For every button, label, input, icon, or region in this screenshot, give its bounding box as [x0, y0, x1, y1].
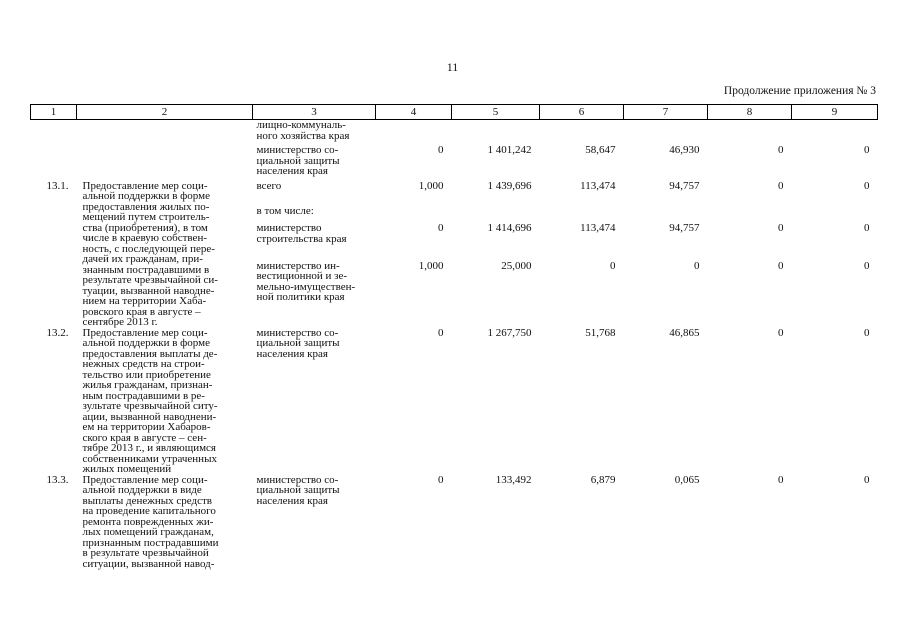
value-cell: 1 401,242	[487, 144, 532, 156]
value-cell: 25,000	[501, 259, 532, 272]
value-cell: 133,492	[495, 473, 532, 486]
value-cell: 0	[778, 259, 784, 272]
value-cell: 0	[694, 259, 700, 272]
value-cell: 0	[778, 473, 784, 486]
header-row	[31, 105, 878, 120]
value-cell: 0	[864, 326, 870, 339]
value-cell: 0	[778, 179, 784, 192]
executor: министерство со- циальной защиты населения края	[256, 144, 340, 177]
row-number	[31, 120, 77, 181]
value-cell: 58,647	[585, 144, 616, 156]
column-header: 7	[624, 105, 708, 120]
column-header: 4	[376, 105, 452, 120]
value-cell: 46,865	[669, 326, 700, 339]
value-cell: 0	[864, 179, 870, 192]
column-header: 2	[77, 105, 253, 120]
value-cell: 1 414,696	[487, 222, 532, 235]
value-cell: 1,000	[418, 179, 444, 192]
value-cell: 51,768	[585, 326, 616, 339]
row-number: 13.3.	[46, 473, 69, 486]
value-cell	[792, 206, 878, 223]
value-cell	[708, 120, 792, 146]
executor: министерство строительства края	[256, 222, 347, 245]
measure-description: Предоставление мер соци- альной поддержки в виде выплаты денежных средств на проведение капитального ремонта поврежденных жи- лых помещений гражданам, признанным пострадавшими в результате чрезвычайной ситуации, вызванной навод-	[82, 473, 219, 570]
page-number: 11	[446, 60, 459, 74]
value-cell: 0	[610, 259, 616, 272]
executor: всего	[256, 179, 282, 192]
column-header: 1	[31, 105, 77, 120]
executor: министерство ин- вестиционной и зе- мельно-имуществен- ной политики края	[256, 259, 356, 304]
continuation-label: Продолжение приложения № 3	[723, 85, 876, 97]
value-cell: 1 439,696	[487, 179, 532, 192]
column-header: 8	[708, 105, 792, 120]
value-cell: 1,000	[418, 259, 444, 272]
column-header: 5	[452, 105, 540, 120]
value-cell: 0	[778, 222, 784, 235]
value-cell: 0	[438, 473, 444, 486]
value-cell: 0	[438, 144, 444, 156]
value-cell	[540, 206, 624, 223]
value-cell: 94,757	[669, 179, 700, 192]
value-cell	[452, 206, 540, 223]
value-cell	[792, 120, 878, 146]
executor: лищно-коммуналь- ного хозяйства края	[256, 119, 350, 142]
measure-description	[77, 120, 253, 181]
value-cell: 113,474	[580, 179, 616, 192]
table-row	[31, 328, 878, 475]
value-cell	[624, 120, 708, 146]
value-cell	[452, 120, 540, 146]
executor: министерство со- циальной защиты населения края	[256, 326, 340, 360]
value-cell	[376, 206, 452, 223]
value-cell: 0	[864, 473, 870, 486]
measure-description: Предоставление мер соци- альной поддержки в форме предоставления выплаты де- нежных средств на строи- тельство или приобретение жилья гражданам, признан- ным пострадавшими в ре- зультате чрезвычайной ситу- ации, вызванной наводнени- ем на территории Хабаров- ского края в августе – сен- тябре 2013 г., и являющимся собственниками утраченных жилых помещений	[82, 326, 218, 475]
value-cell: 46,930	[669, 144, 700, 156]
row-number: 13.2.	[46, 326, 69, 339]
value-cell: 0	[864, 222, 870, 235]
value-cell	[708, 206, 792, 223]
row-number: 13.1.	[46, 179, 69, 192]
table-row	[31, 181, 878, 207]
value-cell: 0	[864, 144, 870, 156]
executor: в том числе:	[256, 205, 314, 218]
value-cell	[624, 206, 708, 223]
table-row	[31, 120, 878, 146]
executor: министерство со- циальной защиты населения края	[256, 473, 340, 507]
value-cell	[376, 120, 452, 146]
value-cell: 1 267,750	[487, 326, 532, 339]
value-cell: 0	[864, 259, 870, 272]
data-table	[30, 104, 878, 569]
value-cell: 0	[778, 144, 784, 156]
measure-description: Предоставление мер соци- альной поддержки в форме предоставления жилых по- мещений путем строитель- ства (приобретения), в том числе в краевую собствен- ность, с последующей пере- дачей их гражданам, при- знанным пострадавшими в результате чрезвычайной си- туации, вызванной наводне- нием на территории Хаба- ровского края в августе – сентябре 2013 г.	[82, 179, 218, 328]
value-cell: 0	[438, 222, 444, 235]
value-cell: 113,474	[580, 222, 616, 235]
value-cell	[540, 120, 624, 146]
column-header: 9	[792, 105, 878, 120]
value-cell: 0	[778, 326, 784, 339]
table-row	[31, 475, 878, 570]
value-cell: 0,065	[674, 473, 700, 486]
column-header: 6	[540, 105, 624, 120]
column-header: 3	[253, 105, 376, 120]
value-cell: 94,757	[669, 222, 700, 235]
value-cell: 6,879	[590, 473, 616, 486]
value-cell: 0	[438, 326, 444, 339]
